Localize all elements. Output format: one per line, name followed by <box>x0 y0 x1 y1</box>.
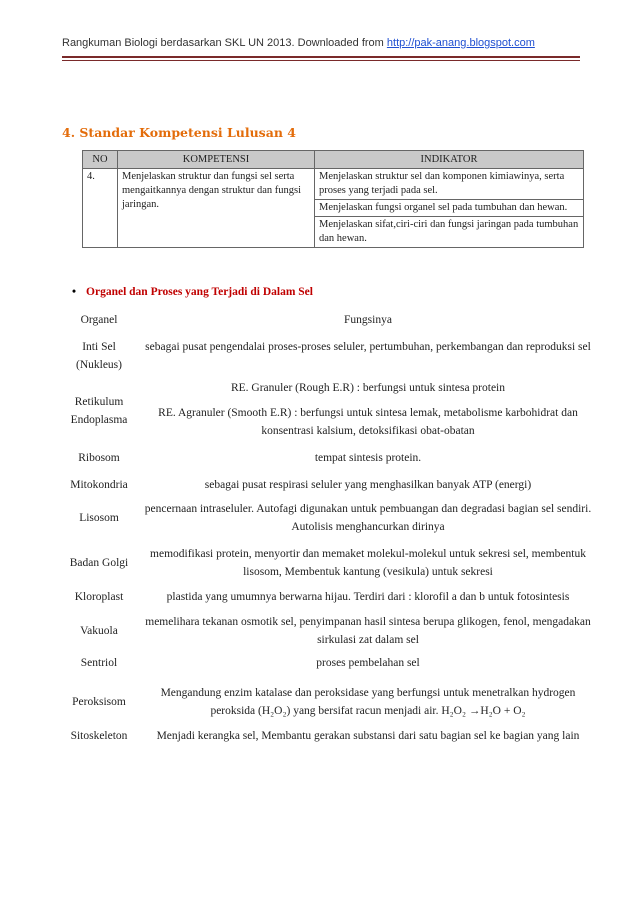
organel-name: Sitoskeleton <box>70 730 128 742</box>
organel-desc: RE. Granuler (Rough E.R) : berfungsi untuk sintesa protein <box>230 382 506 394</box>
organel-name: Retikulum Endoplasma <box>70 396 128 426</box>
section-title: 4. Standar Kompetensi Lulusan 4 <box>62 125 296 140</box>
organel-desc: sebagai pusat pengendalai proses-proses seluler, pertumbuhan, perkembangan dan reproduksi sel <box>145 341 591 353</box>
cell-no: 4. <box>83 169 118 248</box>
header-link[interactable]: http://pak-anang.blogspot.com <box>386 37 535 49</box>
organel-desc: Menjadi kerangka sel, Membantu gerakan substansi dari satu bagian sel ke bagian yang lain <box>156 730 580 742</box>
organel-desc: memelihara tekanan osmotik sel, penyimpanan hasil sintesa berupa glikogen, fenol, mengadakan sirkulasi zat dalam sel <box>145 616 591 646</box>
cell-kompetensi: Menjelaskan struktur dan fungsi sel serta mengaitkannya dengan struktur dan fungsi jaringan. <box>118 169 315 248</box>
organel-name: Sentriol <box>80 657 118 669</box>
cell-indikator-3: Menjelaskan sifat,ciri-ciri dan fungsi jaringan pada tumbuhan dan hewan. <box>315 217 584 248</box>
header-kompetensi: KOMPETENSI <box>118 151 315 169</box>
organel-header-name: Organel <box>80 314 118 326</box>
cell-indikator-1: Menjelaskan struktur sel dan komponen kimiawinya, serta proses yang terjadi pada sel. <box>315 169 584 200</box>
header-rule-thick <box>62 56 580 58</box>
bullet-title: Organel dan Proses yang Terjadi di Dalam Sel <box>86 286 313 298</box>
organel-name: Peroksisom <box>72 696 126 708</box>
organel-name: Vakuola <box>80 625 118 637</box>
page-header <box>62 37 582 49</box>
organel-desc: sebagai pusat respirasi seluler yang menghasilkan banyak ATP (energi) <box>204 479 532 491</box>
organel-name: Ribosom <box>78 452 120 464</box>
header-indikator: INDIKATOR <box>315 151 584 169</box>
skl-header-row <box>83 151 584 169</box>
organel-desc: memodifikasi protein, menyortir dan memaket molekul-molekul untuk sekresi sel, membentuk lisosom, Membentuk kantung (vesikula) untuk sekresi <box>150 548 586 578</box>
organel-name: Badan Golgi <box>69 557 129 569</box>
organel-desc: proses pembelahan sel <box>316 657 420 669</box>
organel-desc: tempat sintesis protein. <box>314 452 422 464</box>
organel-name: Inti Sel (Nukleus) <box>76 341 122 371</box>
skl-row <box>83 169 584 200</box>
bullet-heading <box>72 286 313 298</box>
header-no: NO <box>83 151 118 169</box>
skl-table <box>82 150 584 248</box>
organel-name: Lisosom <box>79 512 119 524</box>
header-text: Rangkuman Biologi berdasarkan SKL UN 2013. Downloaded from <box>62 37 387 49</box>
header-rule-thin <box>62 60 580 61</box>
organel-desc: pencernaan intraseluler. Autofagi digunakan untuk pembuangan dan degradasi bagian sel sendiri. Autolisis menghancurkan dirinya <box>144 503 592 533</box>
cell-indikator-2: Menjelaskan fungsi organel sel pada tumbuhan dan hewan. <box>315 200 584 217</box>
bullet-dot: • <box>72 286 77 298</box>
organel-desc: Mengandung enzim katalase dan peroksidase yang berfungsi untuk menetralkan hydrogen peroksida (H₂O₂) yang bersifat racun menjadi air. H₂O₂ →H₂O + O₂ <box>160 687 576 717</box>
organel-name: Mitokondria <box>70 479 128 491</box>
organel-desc: plastida yang umumnya berwarna hijau. Terdiri dari : klorofil a dan b untuk fotosintesis <box>166 591 570 603</box>
organel-desc-2: RE. Agranuler (Smooth E.R) : berfungsi untuk sintesa lemak, metabolisme karbohidrat dan konsentrasi kalsium, detoksifikasi obat-obatan <box>158 407 578 437</box>
organel-header-desc: Fungsinya <box>344 314 392 326</box>
organel-name: Kloroplast <box>74 591 124 603</box>
